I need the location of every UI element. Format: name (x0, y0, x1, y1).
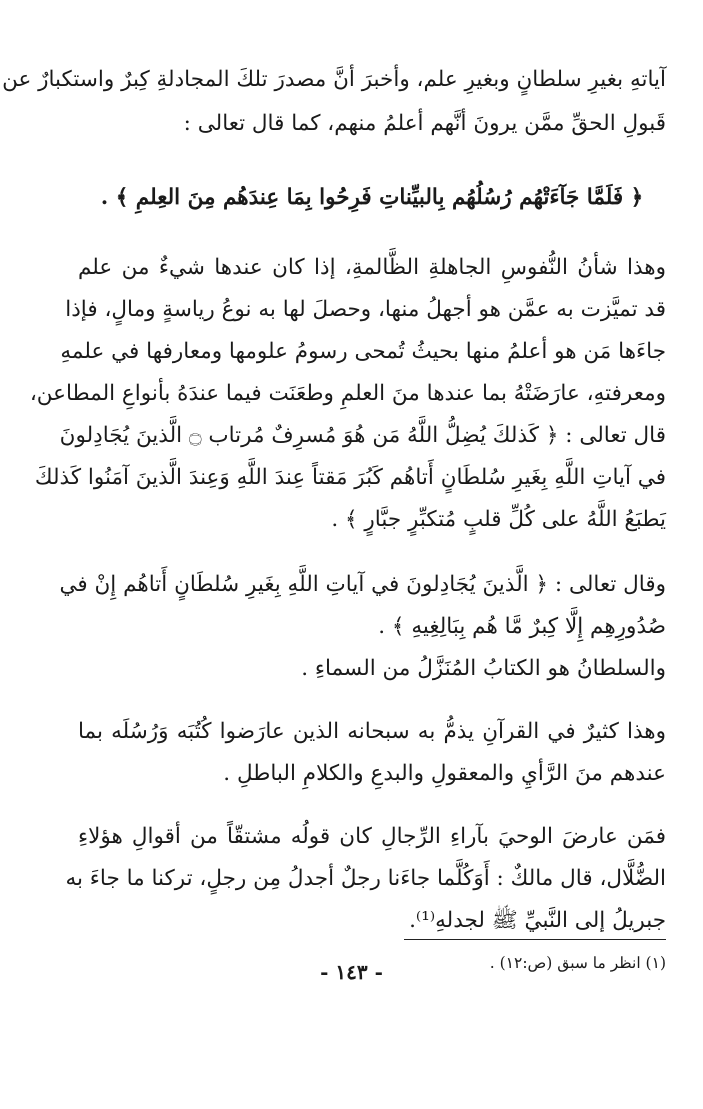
quran-verse: ﴿ فَلَمَّا جَآءَتْهُم رُسُلُهُم بِالبيِّناتِ فَرِحُوا بِمَا عِندَهُم مِنَ العِلمِ ﴾ . (100, 185, 644, 210)
text-line: ومعرفتهِ، عارَضَتْهُ بما عندها منَ العلمِ وطعَنَت فيما عندَهُ بأنواعِ المطاعن، (29, 381, 666, 406)
text-line: وقال تعالى : ﴿ الَّذينَ يُجَادِلونَ في آياتِ اللَّهِ بِغَيرِ سُلطَانٍ أَتاهُم إِنْ في (59, 572, 666, 597)
footnote: (١) انظر ما سبق (ص:١٢) . (489, 954, 666, 972)
text-line: صُدُورِهِم إِلَّا كِبرٌ مَّا هُم بِبَالِغِيهِ ﴾ . (378, 614, 666, 639)
text-line: جاءَها مَن هو أعلمُ منها بحيثُ تُمحى رسومُ علومها ومعارفها في علمهِ (60, 339, 666, 364)
text-line: والسلطانُ هو الكتابُ المُنَزَّلُ من السماءِ . (301, 656, 666, 681)
text-line: فمَن عارضَ الوحيَ بآراءِ الرِّجالِ كان قولُه مشتقّاً من أقوالِ هؤلاءِ (78, 824, 666, 849)
text-line: يَطبَعُ اللَّهُ على كُلِّ قلبٍ مُتكبِّرٍ جبَّارٍ ﴾ . (331, 507, 666, 532)
text-line: وهذا كثيرٌ في القرآنِ يذمُّ به سبحانه الذين عارَضوا كُتُبَه وَرُسُلَه بما (78, 719, 666, 744)
text-line: وهذا شأنُ النُّفوسِ الجاهلةِ الظَّالمةِ، إذا كان عندها شيءٌ من علم (78, 255, 666, 280)
text-line: عندهم منَ الرَّأيِ والمعقولِ والبدعِ والكلامِ الباطلِ . (223, 761, 666, 786)
text-line: الضُّلَّال، قال مالكٌ : أَوَكُلَّما جاءَنا رجلٌ أجدلُ مِن رجلٍ، تركنا ما جاءَ به (65, 866, 666, 891)
text-line: في آياتِ اللَّهِ بِغَيرِ سُلطَانٍ أَتاهُم كَبُرَ مَقتاً عِندَ اللَّهِ وَعِندَ الَّذينَ آمَنُوا كَذلكَ (34, 465, 666, 490)
text-line: آياتهِ بغيرِ سلطانٍ وبغيرِ علم، وأخبرَ أنَّ مصدرَ تلكَ المجادلةِ كِبرٌ واستكبارٌ عن (2, 67, 666, 92)
text-line: قَبولِ الحقِّ ممَّن يرونَ أنَّهم أعلمُ منهم، كما قال تعالى : (183, 111, 666, 136)
text-line: قد تميَّزت به عمَّن هو أجهلُ منها، وحصلَ لها به نوعُ رياسةٍ ومالٍ، فإذا (65, 297, 666, 322)
page-number: - ١٤٣ - (320, 960, 383, 984)
text-line: جبريلُ إلى النَّبيِّ ﷺ لجدلهِ⁽¹⁾. (409, 908, 666, 933)
book-page (2, 60, 666, 1090)
text-line: قال تعالى : ﴿ كَذلكَ يُضِلُّ اللَّهُ مَن هُوَ مُسرِفٌ مُرتاب ۝ الَّذينَ يُجَادِلونَ (59, 423, 666, 448)
footnote-divider (404, 939, 666, 940)
